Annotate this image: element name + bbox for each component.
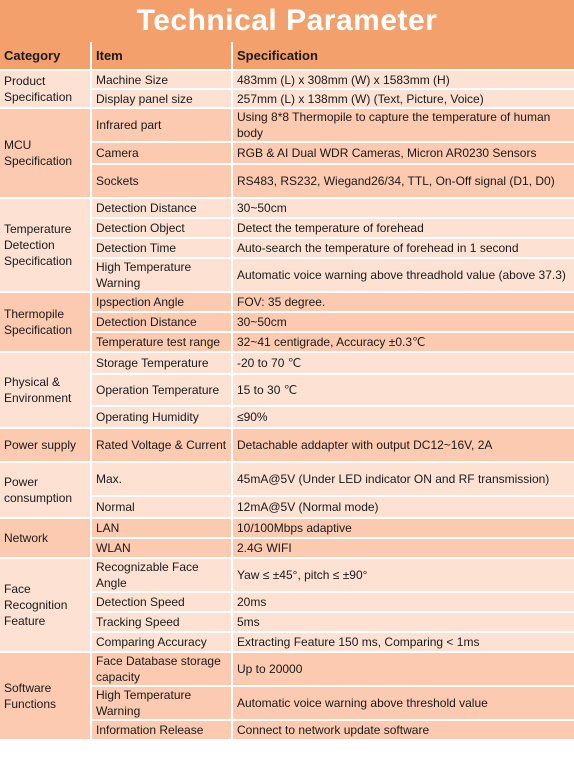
header-row xyxy=(0,42,574,71)
item-cell: Recognizable Face Angle xyxy=(92,559,233,593)
category-cell: Face Recognition Feature xyxy=(0,559,92,653)
specification-cell: 32~41 centigrade, Accuracy ±0.3℃ xyxy=(233,333,574,353)
specification-cell: 12mA@5V (Normal mode) xyxy=(233,497,574,519)
table-row xyxy=(0,293,574,313)
table-row xyxy=(0,519,574,539)
page-title: Technical Parameter xyxy=(0,0,574,42)
item-cell: Comparing Accuracy xyxy=(92,633,233,653)
category-cell: Power supply xyxy=(0,429,92,463)
item-cell: Detection Object xyxy=(92,219,233,239)
category-cell: Network xyxy=(0,519,92,559)
specification-cell: Yaw ≤ ±45°, pitch ≤ ±90° xyxy=(233,559,574,593)
item-cell: Display panel size xyxy=(92,90,233,109)
specification-cell: Connect to network update software xyxy=(233,721,574,741)
table-row xyxy=(0,653,574,687)
header-category: Category xyxy=(0,42,92,71)
item-cell: Max. xyxy=(92,463,233,497)
table-row xyxy=(0,463,574,497)
item-cell: Face Database storage capacity xyxy=(92,653,233,687)
specification-cell: 2.4G WIFI xyxy=(233,539,574,559)
item-cell: Operating Humidity xyxy=(92,407,233,429)
specification-cell: RGB & AI Dual WDR Cameras, Micron AR0230 Sensors xyxy=(233,143,574,165)
spec-table xyxy=(0,42,574,741)
item-cell: Detection Time xyxy=(92,239,233,259)
item-cell: Detection Distance xyxy=(92,313,233,333)
item-cell: Tracking Speed xyxy=(92,613,233,633)
table-row xyxy=(0,109,574,143)
item-cell: High Temperature Warning xyxy=(92,687,233,721)
specification-cell: -20 to 70 ℃ xyxy=(233,353,574,375)
header-specification: Specification xyxy=(233,42,574,71)
item-cell: Storage Temperature xyxy=(92,353,233,375)
item-cell: Temperature test range xyxy=(92,333,233,353)
specification-cell: ≤90% xyxy=(233,407,574,429)
item-cell: High Temperature Warning xyxy=(92,259,233,293)
item-cell: Information Release xyxy=(92,721,233,741)
item-cell: Detection Distance xyxy=(92,199,233,219)
item-cell: LAN xyxy=(92,519,233,539)
specification-cell: 15 to 30 ℃ xyxy=(233,375,574,407)
category-cell: MCU Specification xyxy=(0,109,92,199)
category-cell: Product Specification xyxy=(0,71,92,109)
item-cell: Rated Voltage & Current xyxy=(92,429,233,463)
category-cell: Software Functions xyxy=(0,653,92,741)
item-cell: Operation Temperature xyxy=(92,375,233,407)
specification-cell: Detect the temperature of forehead xyxy=(233,219,574,239)
item-cell: Infrared part xyxy=(92,109,233,143)
item-cell: Ipspection Angle xyxy=(92,293,233,313)
table-row xyxy=(0,559,574,593)
category-cell: Power consumption xyxy=(0,463,92,519)
specification-cell: 30~50cm xyxy=(233,313,574,333)
specification-cell: Automatic voice warning above threadhold value (above 37.3) xyxy=(233,259,574,293)
specification-cell: FOV: 35 degree. xyxy=(233,293,574,313)
category-cell: Physical & Environment xyxy=(0,353,92,429)
item-cell: Detection Speed xyxy=(92,593,233,613)
specification-cell: 20ms xyxy=(233,593,574,613)
specification-cell: 5ms xyxy=(233,613,574,633)
specification-cell: 483mm (L) x 308mm (W) x 1583mm (H) xyxy=(233,71,574,90)
item-cell: Camera xyxy=(92,143,233,165)
specification-cell: 45mA@5V (Under LED indicator ON and RF transmission) xyxy=(233,463,574,497)
specification-cell: 30~50cm xyxy=(233,199,574,219)
specification-cell: RS483, RS232, Wiegand26/34, TTL, On-Off signal (D1, D0) xyxy=(233,165,574,199)
specification-cell: Up to 20000 xyxy=(233,653,574,687)
specification-cell: Automatic voice warning above threshold value xyxy=(233,687,574,721)
spec-body xyxy=(0,71,574,741)
category-cell: Temperature Detection Specification xyxy=(0,199,92,293)
table-row xyxy=(0,71,574,90)
item-cell: WLAN xyxy=(92,539,233,559)
specification-cell: Using 8*8 Thermopile to capture the temperature of human body xyxy=(233,109,574,143)
item-cell: Machine Size xyxy=(92,71,233,90)
specification-cell: 257mm (L) x 138mm (W) (Text, Picture, Voice) xyxy=(233,90,574,109)
table-row xyxy=(0,429,574,463)
table-row xyxy=(0,353,574,375)
header-item: Item xyxy=(92,42,233,71)
table-row xyxy=(0,199,574,219)
item-cell: Normal xyxy=(92,497,233,519)
specification-cell: Extracting Feature 150 ms, Comparing < 1ms xyxy=(233,633,574,653)
specification-cell: 10/100Mbps adaptive xyxy=(233,519,574,539)
item-cell: Sockets xyxy=(92,165,233,199)
specification-cell: Auto-search the temperature of forehead in 1 second xyxy=(233,239,574,259)
category-cell: Thermopile Specification xyxy=(0,293,92,353)
specification-cell: Detachable addapter with output DC12~16V, 2A xyxy=(233,429,574,463)
